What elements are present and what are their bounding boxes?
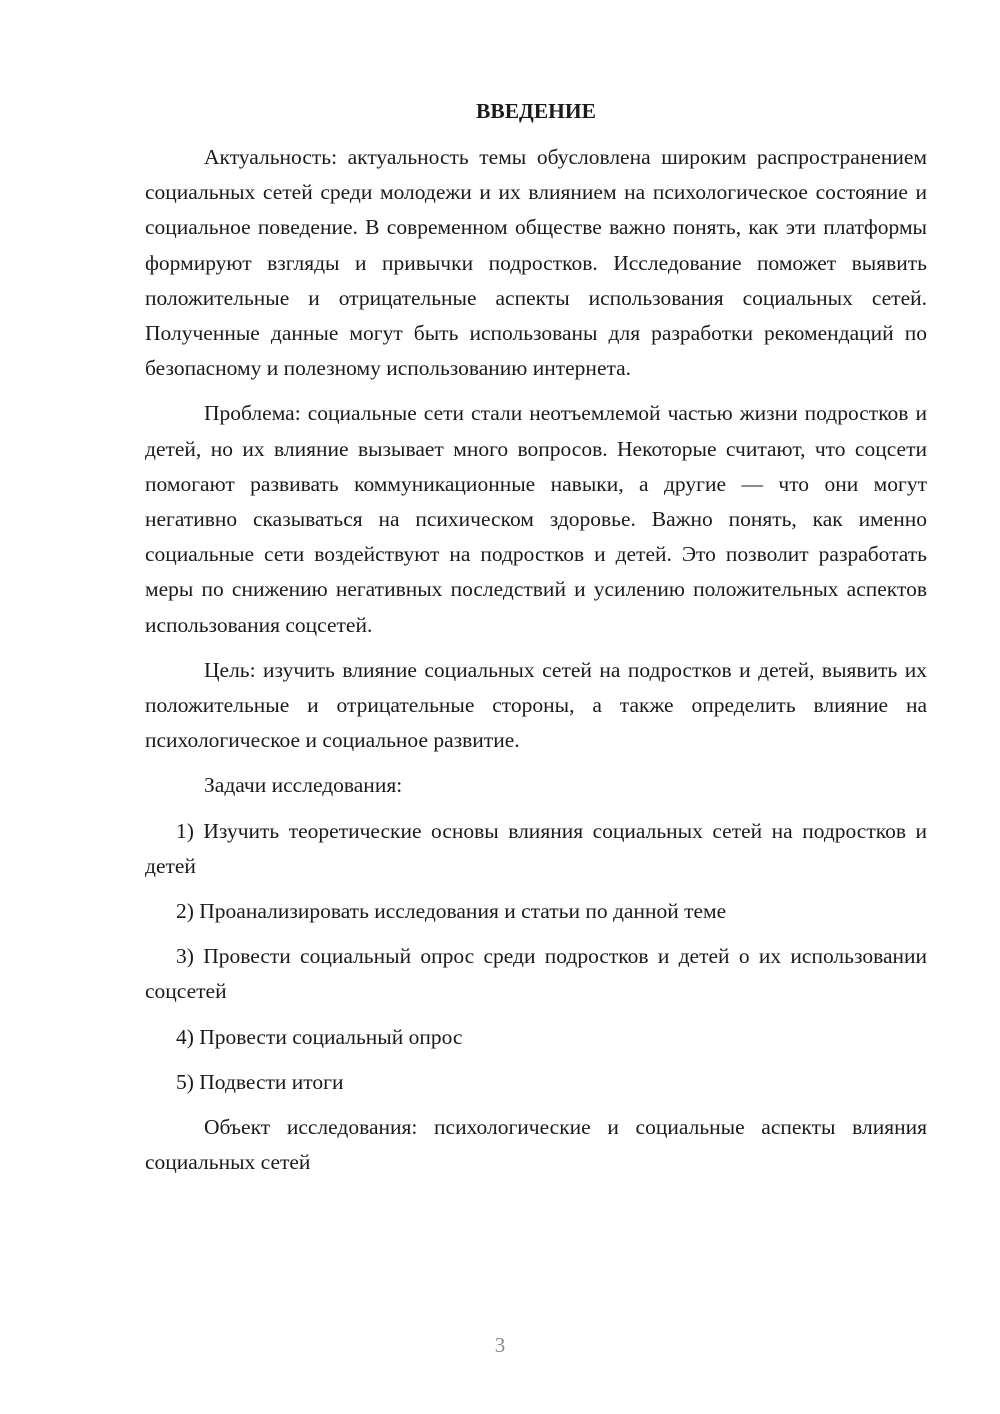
page-number: 3 (494, 1333, 506, 1357)
task-item-4: 4) Провести социальный опрос (176, 1024, 463, 1049)
relevance-paragraph: Актуальность: актуальность темы обусловлена широким распространением социальных сетей среди молодежи и их влиянием на психологическое состояние и социальное поведение. В современном обществе важно понять, как эти платформы формируют взгляды и привычки подростков. Исследование поможет выявить положительные и отрицательные аспекты использования социальных сетей. Полученные данные могут быть использованы для разработки рекомендаций по безопасному и полезному использованию интернета. (145, 145, 927, 381)
tasks-heading: Задачи исследования: (204, 773, 403, 798)
task-item-5: 5) Подвести итоги (176, 1069, 344, 1094)
task-item-1: 1) Изучить теоретические основы влияния социальных сетей на подростков и детей (145, 818, 927, 878)
section-heading: ВВЕДЕНИЕ (476, 99, 596, 123)
page-body (145, 140, 927, 1190)
task-item-2: 2) Проанализировать исследования и статьи по данной теме (176, 899, 727, 924)
task-item-3: 3) Провести социальный опрос среди подростков и детей о их использовании соцсетей (145, 944, 927, 1004)
object-paragraph: Объект исследования: психологические и социальные аспекты влияния социальных сетей (145, 1115, 927, 1175)
goal-paragraph: Цель: изучить влияние социальных сетей на подростков и детей, выявить их положительные и отрицательные стороны, а также определить влияние на психологическое и социальное развитие. (145, 657, 927, 753)
problem-paragraph: Проблема: социальные сети стали неотъемлемой частью жизни подростков и детей, но их влияние вызывает много вопросов. Некоторые считают, что соцсети помогают развивать коммуникационные навыки, а другие — что они могут негативно сказываться на психическом здоровье. Важно понять, как именно социальные сети воздействуют на подростков и детей. Это позволит разработать меры по снижению негативных последствий и усилению положительных аспектов использования соцсетей. (145, 401, 927, 637)
